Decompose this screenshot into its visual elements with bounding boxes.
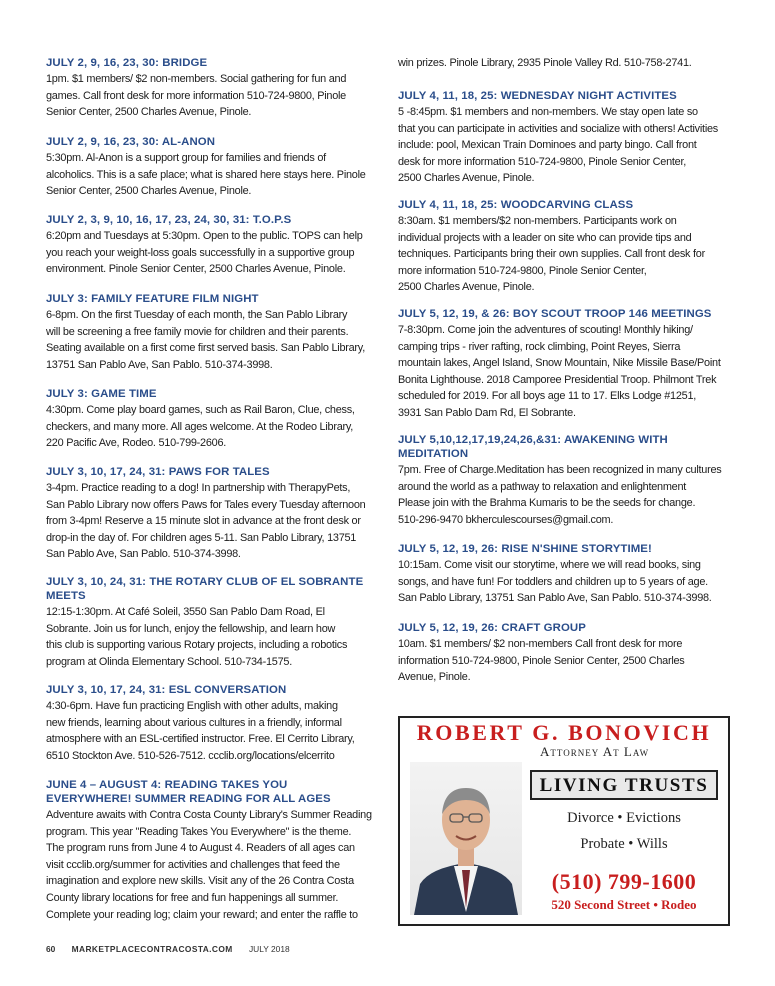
- event-title: JULY 3, 10, 17, 24, 31: ESL CONVERSATION: [46, 684, 287, 696]
- event-meditation: [398, 433, 730, 528]
- event-title: JULY 3: FAMILY FEATURE FILM NIGHT: [46, 293, 259, 305]
- ad-address: 520 Second Street • Rodeo: [551, 897, 697, 912]
- event-description: 3-4pm. Practice reading to a dog! In partnership with TherapyPets, San Pablo Library now offers Paws for Tales every Tuesday afternoon from 3-4pm! Reserve a 15 minute slot in advance at the front desk or drop-in the day of. For children ages 5-11. San Pablo Library, 13751 San Pablo Ave, San Pablo. 510-374-3998.: [46, 482, 366, 561]
- ad-living-trusts-banner: LIVING TRUSTS: [530, 770, 718, 800]
- event-description: 1pm. $1 members/ $2 non-members. Social gathering for fun and games. Call front desk for more information 510-724-9800, Pinole Senior Center, 2500 Charles Avenue, Pinole.: [46, 73, 347, 119]
- event-title: JULY 4, 11, 18, 25: WEDNESDAY NIGHT ACTIVITES: [398, 90, 677, 102]
- ad-phone-number[interactable]: (510) 799-1600: [551, 869, 697, 894]
- event-boy-scouts: [398, 307, 730, 422]
- event-esl-conversation: [46, 683, 376, 764]
- event-woodcarving: [398, 198, 730, 296]
- event-title: JULY 5, 12, 19, 26: RISE N'SHINE STORYTIME!: [398, 543, 652, 555]
- event-title: JULY 3: GAME TIME: [46, 388, 157, 400]
- event-title: JULY 5, 12, 19, 26: CRAFT GROUP: [398, 622, 586, 634]
- event-description: 6-8pm. On the first Tuesday of each month, the San Pablo Library will be screening a free family movie for children and their parents. Seating available on a first come first served basis. San Pablo Library, 13751 San Pablo Ave, San Pablo. 510-374-3998.: [46, 309, 365, 371]
- ad-attorney-name: ROBERT G. BONOVICH: [416, 720, 712, 745]
- event-tops: [46, 213, 376, 278]
- event-craft-group: [398, 621, 730, 686]
- event-title: JULY 4, 11, 18, 25: WOODCARVING CLASS: [398, 199, 634, 211]
- ad-attorney-title: Attorney At Law: [540, 744, 650, 759]
- event-description: 10am. $1 members/ $2 non-members Call front desk for more information 510-724-9800, Pinole Senior Center, 2500 Charles Avenue, Pinole.: [398, 638, 685, 684]
- event-title: JULY 2, 3, 9, 10, 16, 17, 23, 24, 30, 31: T.O.P.S: [46, 214, 292, 226]
- attorney-photo: [410, 762, 522, 915]
- attorney-advertisement[interactable]: [398, 716, 730, 926]
- event-description: 7pm. Free of Charge.Meditation has been recognized in many cultures around the world as a pathway to relaxation and enlightenment Please join with the Brahma Kumaris to be the seeds for change. 510-296-9470 bkherculescourses@gmail.com.: [398, 464, 722, 526]
- event-rotary-club: [46, 575, 376, 670]
- event-description: 5:30pm. Al-Anon is a support group for families and friends of alcoholics. This is a safe place; what is shared here stays here. Pinole Senior Center, 2500 Charles Avenue, Pinole.: [46, 152, 366, 198]
- event-bridge: [46, 56, 376, 121]
- ad-services-line-1: Divorce • Evictions: [567, 810, 681, 826]
- event-title: JULY 2, 9, 16, 23, 30: AL-ANON: [46, 136, 216, 148]
- event-title: JULY 3, 10, 17, 24, 31: PAWS FOR TALES: [46, 466, 270, 478]
- continued-text: win prizes. Pinole Library, 2935 Pinole Valley Rd. 510-758-2741.: [398, 57, 692, 69]
- event-game-time: [46, 387, 376, 452]
- event-description: 12:15-1:30pm. At Café Soleil, 3550 San Pablo Dam Road, El Sobrante. Join us for lunch, enjoy the fellowship, and learn how this club is supporting various Rotary projects, including a robotics program at Olinda Elementary School. 510-734-1575.: [46, 606, 348, 668]
- event-al-anon: [46, 135, 376, 200]
- page-number: 60: [46, 944, 56, 954]
- event-title: JULY 5, 12, 19, & 26: BOY SCOUT TROOP 146 MEETINGS: [398, 308, 712, 320]
- event-description: 6:20pm and Tuesdays at 5:30pm. Open to the public. TOPS can help you reach your weight-loss goals successfully in a supportive group environment. Pinole Senior Center, 2500 Charles Avenue, Pinole.: [46, 230, 363, 276]
- page-footer: [46, 944, 290, 954]
- event-storytime: [398, 542, 730, 607]
- event-title: JULY 3, 10, 24, 31: THE ROTARY CLUB OF EL SOBRANTE MEETS: [46, 576, 364, 602]
- event-wednesday-night: [398, 89, 730, 187]
- event-description: Adventure awaits with Contra Costa County Library's Summer Reading program. This year "Reading Takes You Everywhere" is the theme. The program runs from June 4 to August 4. Readers of all ages can visit ccclib.org/summer for activities and challenges that feed the imagination and explore new skills. Visit any of the 26 Contra Costa County library locations for free and fun happenings all summer. Complete your reading log; claim your reward; and enter the raffle to: [46, 809, 372, 921]
- event-title: JULY 5,10,12,17,19,24,26,&31: AWAKENING WITH MEDITATION: [398, 434, 668, 460]
- ad-services-line-2: Probate • Wills: [580, 836, 668, 852]
- event-description: 4:30-6pm. Have fun practicing English with other adults, making new friends, learning about various cultures in a friendly, informal atmosphere with an ESL-certified instructor. Free. El Cerrito Library, 6510 Stockton Ave. 510-526-7512. ccclib.org/locations/elcerrito: [46, 700, 355, 762]
- site-url[interactable]: MARKETPLACECONTRACOSTA.COM: [71, 944, 233, 954]
- event-description: 10:15am. Come visit our storytime, where we will read books, sing songs, and have fun! For toddlers and children up to 5 years of age. San Pablo Library, 13751 San Pablo Ave, San Pablo. 510-374-3998.: [398, 559, 712, 605]
- event-description: 5 -8:45pm. $1 members and non-members. We stay open late so that you can participate in activities and socialize with others! Activities include: pool, Mexican Train Dominoes and party bingo. Call front desk for more information 510-724-9800, Pinole Senior Center, 2500 Charles Avenue, Pinole.: [398, 106, 718, 185]
- portrait-illustration: [410, 762, 522, 915]
- event-description: 4:30pm. Come play board games, such as Rail Baron, Clue, chess, checkers, and many more. All ages welcome. At the Rodeo Library, 220 Pacific Ave, Rodeo. 510-799-2606.: [46, 404, 355, 450]
- issue-date: JULY 2018: [248, 944, 290, 954]
- event-title: JULY 2, 9, 16, 23, 30: BRIDGE: [46, 57, 208, 69]
- event-summer-reading: [46, 778, 376, 923]
- event-description: 8:30am. $1 members/$2 non-members. Participants work on individual projects with a leader on site who can provide tips and techniques. Participants bring their own supplies. Call front desk for more information 510-724-9800, Pinole Senior Center, 2500 Charles Avenue, Pinole.: [398, 215, 705, 294]
- event-title: JUNE 4 – AUGUST 4: READING TAKES YOU EVERYWHERE! SUMMER READING FOR ALL AGES: [46, 779, 331, 805]
- event-paws-for-tales: [46, 465, 376, 563]
- event-description: 7-8:30pm. Come join the adventures of scouting! Monthly hiking/ camping trips - river rafting, rock climbing, Point Reyes, Sierra mountain lakes, Angel Island, Snow Mountain, Nike Missile Base/Point Bonita Lighthouse. 2018 Camporee Presidential Troop. Philmont Trek scheduled for 2019. For all boys age 11 to 17. Elks Lodge #1251, 3931 San Pablo Dam Rd, El Sobrante.: [398, 324, 721, 419]
- event-film-night: [46, 292, 376, 373]
